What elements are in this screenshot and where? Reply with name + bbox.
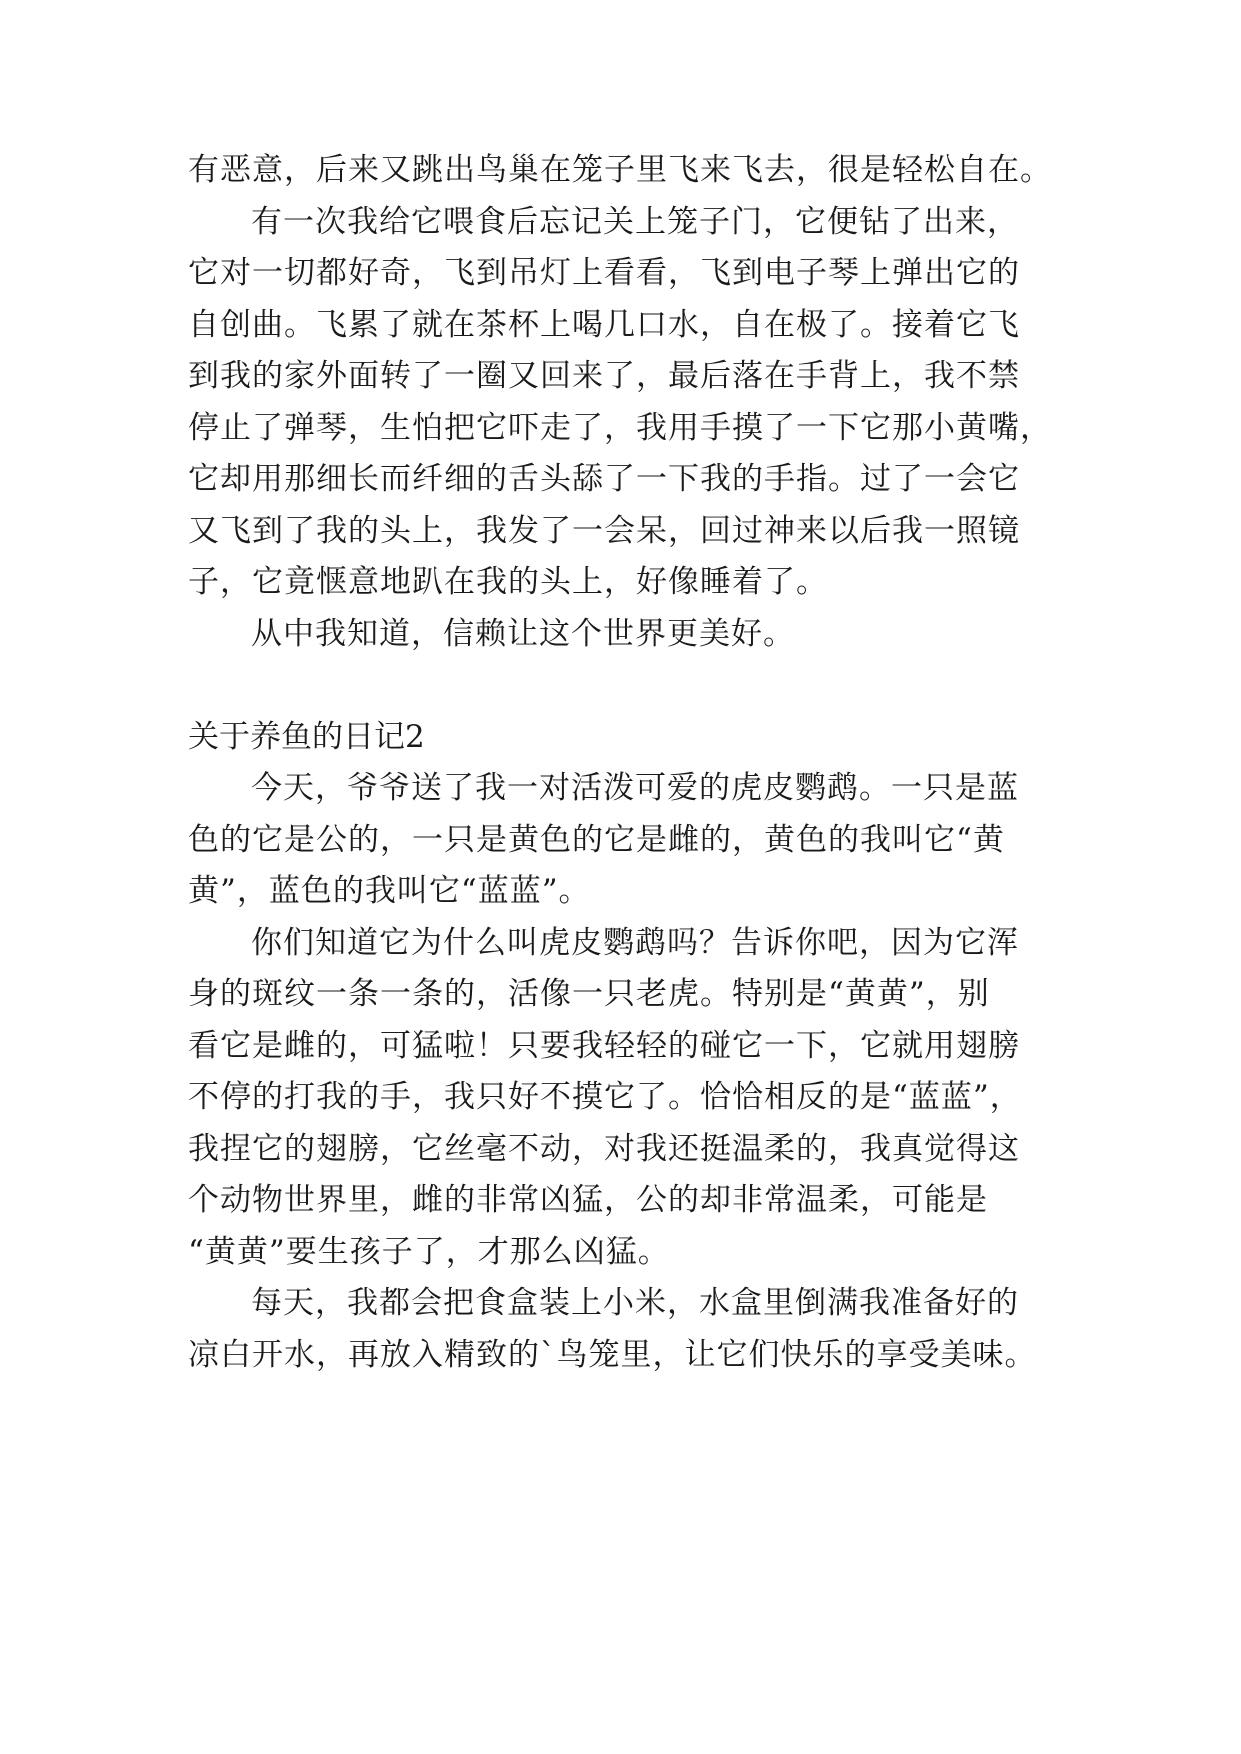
paragraph-line: 它却用那细长而纤细的舌头舔了一下我的手指。过了一会它 bbox=[188, 461, 1020, 497]
paragraph-line: 子，它竟惬意地趴在我的头上，好像睡着了。 bbox=[188, 564, 828, 600]
paragraph-line: 每天，我都会把食盒装上小米，水盒里倒满我准备好的 bbox=[251, 1285, 1019, 1321]
paragraph-line: 今天，爷爷送了我一对活泼可爱的虎皮鹦鹉。一只是蓝 bbox=[251, 770, 1019, 806]
paragraph-line: “黄黄”要生孩子了，才那么凶猛。 bbox=[188, 1234, 670, 1270]
paragraph-line: 你们知道它为什么叫虎皮鹦鹉吗？告诉你吧，因为它浑 bbox=[251, 925, 1019, 961]
paragraph-line: 看它是雌的，可猛啦！只要我轻轻的碰它一下，它就用翅膀 bbox=[188, 1028, 1020, 1064]
paragraph-line: 黄”，蓝色的我叫它“蓝蓝”。 bbox=[188, 873, 591, 909]
paragraph-line: 它对一切都好奇，飞到吊灯上看看，飞到电子琴上弹出它的 bbox=[188, 255, 1020, 291]
paragraph-line: 停止了弹琴，生怕把它吓走了，我用手摸了一下它那小黄嘴， bbox=[188, 410, 1052, 446]
paragraph-line: 到我的家外面转了一圈又回来了，最后落在手背上，我不禁 bbox=[188, 358, 1020, 394]
paragraph-line: 有一次我给它喂食后忘记关上笼子门，它便钻了出来， bbox=[251, 204, 1019, 240]
paragraph-line: 从中我知道，信赖让这个世界更美好。 bbox=[251, 616, 795, 652]
paragraph-line: 又飞到了我的头上，我发了一会呆，回过神来以后我一照镜 bbox=[188, 513, 1020, 549]
section-heading: 关于养鱼的日记2 bbox=[188, 719, 425, 755]
paragraph-line: 自创曲。飞累了就在茶杯上喝几口水，自在极了。接着它飞 bbox=[188, 307, 1020, 343]
paragraph-line: 色的它是公的，一只是黄色的它是雌的，黄色的我叫它“黄 bbox=[188, 822, 1005, 858]
paragraph-line: 有恶意，后来又跳出鸟巢在笼子里飞来飞去，很是轻松自在。 bbox=[188, 152, 1052, 188]
paragraph-line: 身的斑纹一条一条的，活像一只老虎。特别是“黄黄”，别 bbox=[188, 976, 990, 1012]
paragraph-line: 我捏它的翅膀，它丝毫不动，对我还挺温柔的，我真觉得这 bbox=[188, 1131, 1020, 1167]
paragraph-line: 个动物世界里，雌的非常凶猛，公的却非常温柔，可能是 bbox=[188, 1182, 988, 1218]
paragraph-line: 凉白开水，再放入精致的`鸟笼里，让它们快乐的享受美味。 bbox=[188, 1337, 1037, 1373]
paragraph-line: 不停的打我的手，我只好不摸它了。恰恰相反的是“蓝蓝”， bbox=[188, 1079, 1022, 1115]
